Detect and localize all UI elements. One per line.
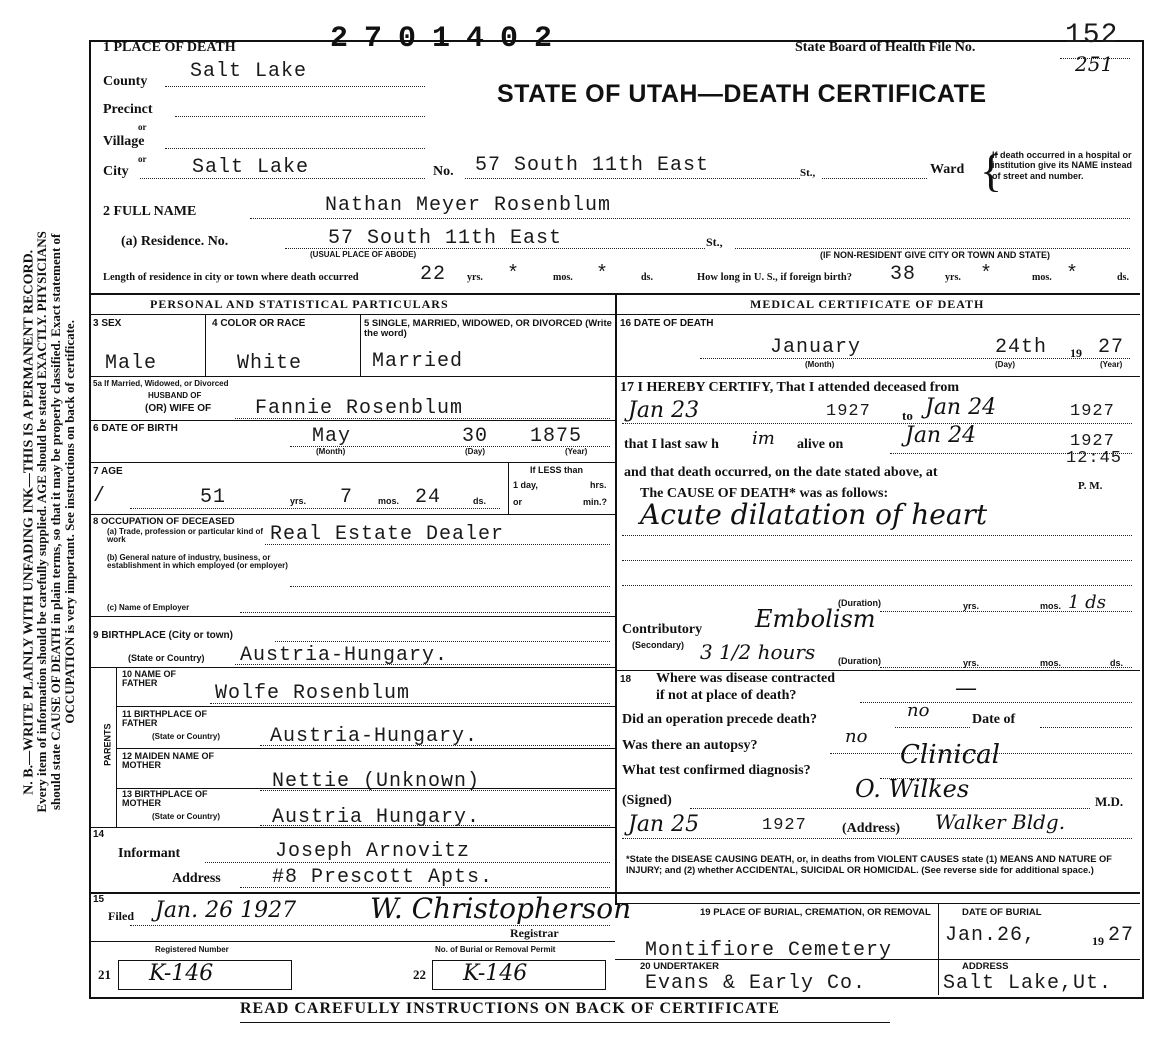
q18-text-b: if not at place of death? <box>656 688 797 703</box>
residence-value: 57 South 11th East <box>328 227 563 250</box>
row-rule-7 <box>90 514 615 515</box>
us-residence-years: 38 <box>890 263 917 286</box>
filed-number: 15 <box>93 894 105 905</box>
place-of-death-label: 1 PLACE OF DEATH <box>103 40 236 55</box>
birthplace-label: 9 BIRTHPLACE (City or town) <box>93 630 233 641</box>
color-label: 4 COLOR OR RACE <box>212 318 306 329</box>
usual-place-caption: (USUAL PLACE OF ABODE) <box>310 250 417 259</box>
margin-note <box>0 0 80 1046</box>
us-mos-label: mos. <box>1032 272 1052 283</box>
burial-place-label: 19 PLACE OF BURIAL, CREMATION, OR REMOVAL <box>700 907 931 918</box>
birthplace-line-2 <box>235 664 610 665</box>
center-divider <box>615 293 617 905</box>
attended-to: Jan 24 <box>925 395 997 420</box>
burial-permit-number: K-146 <box>463 961 528 986</box>
city-value: Salt Lake <box>192 156 310 179</box>
father-birthplace-state: (State or Country) <box>152 732 220 741</box>
birthplace-value: Austria-Hungary. <box>240 644 449 667</box>
dob-month: May <box>312 425 352 448</box>
village-label: Village <box>103 134 145 149</box>
undertaker-address-label: ADDRESS <box>962 961 1009 972</box>
q18-text: Where was disease contracted <box>656 671 835 686</box>
cause-value: Acute dilatation of heart <box>640 498 988 531</box>
county-value: Salt Lake <box>190 60 308 83</box>
age-months: 7 <box>340 486 354 509</box>
death-time: 12:45 <box>1066 449 1123 468</box>
test-question: What test confirmed diagnosis? <box>622 763 811 778</box>
father-value: Wolfe Rosenblum <box>215 682 411 705</box>
death-date-label: 16 DATE OF DEATH <box>620 318 714 329</box>
certificate-title: STATE OF UTAH—DEATH CERTIFICATE <box>497 80 987 108</box>
undertaker-label: 20 UNDERTAKER <box>640 961 720 972</box>
duration-mos-1: mos. <box>1040 601 1062 611</box>
father-birthplace-value: Austria-Hungary. <box>270 725 479 748</box>
spouse-value: Fannie Rosenblum <box>255 397 464 420</box>
informant-value: Joseph Arnovitz <box>275 840 471 863</box>
physician-signature: O. Wilkes <box>855 775 970 803</box>
margin-note-line-3: should state CAUSE OF DEATH in plain terms, so that it may be properly classified. Exact statement of <box>48 233 64 811</box>
footer-rule <box>240 1022 890 1023</box>
file-no: 152 <box>1065 20 1119 51</box>
duration-value: 1 ds <box>1068 592 1106 613</box>
registered-number-label: Registered Number <box>155 945 229 954</box>
dob-year: 1875 <box>530 425 583 448</box>
duration-label-1: (Duration) <box>838 598 881 608</box>
spouse-line <box>235 418 610 419</box>
length-of-residence-label: Length of residence in city or town where death occurred <box>103 272 359 283</box>
row-rule-5 <box>90 376 615 377</box>
us-star-2: * <box>1066 263 1080 286</box>
attended-line <box>622 423 1132 424</box>
residence-line <box>285 248 705 249</box>
death-day: 24th <box>995 336 1048 359</box>
personal-heading-rule <box>90 314 1140 315</box>
duration-mos-2: mos. <box>1040 658 1062 668</box>
length-of-residence-years: 22 <box>420 263 447 286</box>
city-label: City <box>103 164 129 179</box>
autopsy-answer: no <box>845 726 868 747</box>
last-saw-year: 1927 <box>1070 432 1115 451</box>
cause-line-1 <box>622 535 1132 536</box>
registrar-label: Registrar <box>510 926 559 940</box>
less-hrs-label: hrs. <box>590 480 607 490</box>
registered-number-box <box>118 960 292 990</box>
alive-on-label: alive on <box>797 437 844 452</box>
occupation-a-label: (a) Trade, profession or particular kind of work <box>107 527 264 545</box>
father-birthplace-line <box>260 745 610 746</box>
cause-line-2 <box>622 560 1132 561</box>
last-saw-text: that I last saw h <box>624 437 719 452</box>
us-ds-label: ds. <box>1117 272 1129 283</box>
occupation-b-label: (b) General nature of industry, business, or establishment in which employed (or employer) <box>107 553 288 571</box>
father-birthplace-label: 11 BIRTHPLACE OF FATHER <box>122 709 208 729</box>
cause-footnote: *State the DISEASE CAUSING DEATH, or, in deaths from VIOLENT CAUSES state (1) MEANS AND NATURE OF INJURY; and (2) whether ACCIDENTAL, SUICIDAL OR HOMICIDAL. (See reverse side for additional space.) <box>626 854 1112 876</box>
permit-prefix: 22 <box>413 967 426 982</box>
filed-label: Filed <box>108 909 134 923</box>
father-line <box>210 703 610 704</box>
informant-number: 14 <box>93 829 105 840</box>
certify-text: 17 I HEREBY CERTIFY, That I attended deceased from <box>620 380 960 395</box>
age-ds-label: ds. <box>473 496 487 506</box>
occupation-label: 8 OCCUPATION OF DECEASED <box>93 516 235 527</box>
file-no-line <box>1060 58 1130 59</box>
occupation-value: Real Estate Dealer <box>270 523 505 546</box>
undertaker-address: Salt Lake,Ut. <box>943 972 1113 995</box>
contributory-label: Contributory <box>622 622 703 637</box>
full-name-label: 2 FULL NAME <box>103 204 197 219</box>
street-value: 57 South 11th East <box>475 154 710 177</box>
ward-brace: { <box>980 145 1003 196</box>
burial-date: Jan.26, <box>945 924 1037 947</box>
margin-note-line-4: OCCUPATION is very important. See instructions on back of certificate. <box>62 320 78 724</box>
cause-line-3 <box>622 585 1132 586</box>
occupation-line <box>265 544 610 545</box>
precinct-label: Precinct <box>103 102 153 117</box>
physician-address: Walker Bldg. <box>935 810 1066 834</box>
age-mos-label: mos. <box>378 496 400 506</box>
to-label: to <box>902 408 913 423</box>
row-rule-11 <box>116 748 615 749</box>
residence-label: (a) Residence. No. <box>121 234 229 249</box>
age-days: 24 <box>415 486 442 509</box>
operation-date-line <box>1040 727 1132 728</box>
operation-question: Did an operation precede death? <box>622 712 817 727</box>
signed-date-line <box>622 838 1132 839</box>
ward-label: Ward <box>930 162 965 177</box>
age-mark: / <box>93 485 107 508</box>
burial-permit-label: No. of Burial or Removal Permit <box>435 945 556 954</box>
employer-label: (c) Name of Employer <box>107 603 190 612</box>
marital-value: Married <box>372 350 464 373</box>
row-rule-16 <box>615 376 1140 377</box>
length-mos-label: mos. <box>553 272 573 283</box>
less-min-label: min.? <box>583 497 607 507</box>
death-date-line <box>700 358 1130 359</box>
parents-label: PARENTS <box>102 723 113 766</box>
row-rule-13 <box>90 827 615 828</box>
cause-label: The CAUSE OF DEATH* was as follows: <box>640 486 889 501</box>
less-day-label: 1 day, <box>513 480 538 490</box>
secondary-label: (Secondary) <box>632 640 685 650</box>
registrar-signature: W. Christopherson <box>370 892 632 925</box>
village-line <box>165 148 425 149</box>
last-saw-who: im <box>752 428 775 449</box>
q18-answer: — <box>955 676 977 701</box>
color-value: White <box>237 352 303 375</box>
age-line <box>130 508 500 509</box>
less-than-label: If LESS than <box>530 465 584 475</box>
test-answer: Clinical <box>900 740 1000 770</box>
autopsy-question: Was there an autopsy? <box>622 738 758 753</box>
burial-year-prefix: 19 <box>1092 934 1104 948</box>
full-name-line <box>250 218 1130 219</box>
operation-answer: no <box>907 700 930 721</box>
death-year-prefix: 19 <box>1070 346 1082 360</box>
row-rule-8 <box>90 616 615 617</box>
contributory-value: Embolism <box>755 605 876 633</box>
mother-value: Nettie (Unknown) <box>272 770 481 793</box>
informant-line <box>205 862 610 863</box>
last-saw-date: Jan 24 <box>905 423 977 448</box>
age-label: 7 AGE <box>93 466 123 477</box>
burial-place: Montifiore Cemetery <box>645 939 893 962</box>
burial-permit-box <box>432 960 606 990</box>
us-star-1: * <box>980 263 994 286</box>
length-star-1: * <box>507 263 521 286</box>
mother-birthplace-state: (State or Country) <box>152 812 220 821</box>
marital-label: 5 SINGLE, MARRIED, WIDOWED, OR DIVORCED (Write the word) <box>364 318 612 339</box>
signed-year: 1927 <box>762 816 807 835</box>
full-name-value: Nathan Meyer Rosenblum <box>325 194 612 217</box>
burial-mid-rule <box>615 959 1140 960</box>
contributory-duration: 3 1/2 hours <box>700 640 816 664</box>
dob-day-caption: (Day) <box>465 447 486 456</box>
death-pm: P. M. <box>1078 480 1103 492</box>
employer-line <box>240 612 610 613</box>
signed-date: Jan 25 <box>628 812 700 837</box>
attended-from: Jan 23 <box>628 398 700 423</box>
death-month-caption: (Month) <box>805 360 835 369</box>
length-yrs-label: yrs. <box>467 272 483 283</box>
duration-ds-2: ds. <box>1110 658 1124 668</box>
file-no-alt: 251 <box>1075 52 1114 76</box>
informant-address-line <box>240 887 610 888</box>
us-yrs-label: yrs. <box>945 272 961 283</box>
q18-number: 18 <box>620 674 632 685</box>
residence-line-2 <box>735 248 1130 249</box>
death-month: January <box>770 336 862 359</box>
or-label-2: or <box>138 154 147 164</box>
or-label-1: or <box>138 122 147 132</box>
q18-line <box>860 702 1132 703</box>
age-less-divider <box>508 462 509 514</box>
registered-number: K-146 <box>149 961 214 986</box>
file-no-label: State Board of Health File No. <box>795 40 976 55</box>
death-year-caption: (Year) <box>1100 360 1123 369</box>
death-day-caption: (Day) <box>995 360 1016 369</box>
mother-line <box>260 790 610 791</box>
duration-label-2: (Duration) <box>838 656 881 666</box>
less-or-label: or <box>513 497 522 507</box>
row-rule-15 <box>90 941 615 942</box>
operation-line <box>895 727 970 728</box>
row-rule-10 <box>116 706 615 707</box>
age-years: 51 <box>200 486 227 509</box>
dob-year-caption: (Year) <box>565 447 588 456</box>
sex-value: Male <box>105 352 158 375</box>
row-rule-9 <box>90 667 615 668</box>
dob-label: 6 DATE OF BIRTH <box>93 423 178 434</box>
duration-yrs-1: yrs. <box>963 601 980 611</box>
parents-divider <box>116 667 117 827</box>
informant-address-label: Address <box>172 871 221 886</box>
filed-date: Jan. 26 1927 <box>155 898 297 923</box>
mother-birthplace-value: Austria Hungary. <box>272 806 481 829</box>
operation-date-label: Date of <box>972 712 1016 727</box>
attended-from-year: 1927 <box>826 402 871 421</box>
dob-month-caption: (Month) <box>316 447 346 456</box>
duration-yrs-2: yrs. <box>963 658 980 668</box>
md-label: M.D. <box>1095 794 1124 809</box>
informant-address-value: #8 Prescott Apts. <box>272 866 494 889</box>
birthplace-state-label: (State or Country) <box>128 653 205 663</box>
street-no-label: No. <box>433 164 454 179</box>
precinct-line <box>175 116 425 117</box>
medical-heading: MEDICAL CERTIFICATE OF DEATH <box>750 297 985 311</box>
personal-heading: PERSONAL AND STATISTICAL PARTICULARS <box>150 297 449 311</box>
ward-pre-line <box>822 178 927 179</box>
burial-top-rule <box>615 903 1140 904</box>
serial-number: 2701402 <box>330 22 569 56</box>
signed-label: (Signed) <box>622 793 672 808</box>
burial-date-label: DATE OF BURIAL <box>962 907 1042 918</box>
address-label-medical: (Address) <box>842 821 901 836</box>
footer-instructions: READ CAREFULLY INSTRUCTIONS ON BACK OF CERTIFICATE <box>240 1000 780 1017</box>
mother-birthplace-line <box>260 825 610 826</box>
burial-year: 27 <box>1108 924 1135 947</box>
street-line <box>465 178 800 179</box>
row-rule-5a <box>90 420 615 421</box>
nonresident-caption: (IF NON-RESIDENT GIVE CITY OR TOWN AND STATE) <box>820 250 1051 260</box>
spouse-label-2: HUSBAND OF <box>148 391 202 400</box>
undertaker-value: Evans & Early Co. <box>645 972 867 995</box>
death-occurred-text: and that death occurred, on the date stated above, at <box>624 465 938 480</box>
county-label: County <box>103 74 148 89</box>
row-rule-6 <box>90 462 615 463</box>
length-star-2: * <box>596 263 610 286</box>
burial-divider <box>938 903 939 995</box>
spouse-label-3: (OR) WIFE OF <box>145 403 212 414</box>
city-line <box>140 178 425 179</box>
death-year: 27 <box>1098 336 1125 359</box>
margin-note-line-2: Every item of information should be carefully supplied. AGE should be stated EXACTLY. PHYSICIANS <box>34 231 50 813</box>
length-ds-label: ds. <box>641 272 653 283</box>
occupation-b-line <box>290 586 610 587</box>
age-yrs-label: yrs. <box>290 496 307 506</box>
color-marital-divider <box>360 314 361 376</box>
ward-note: If death occurred in a hospital or institution give its NAME instead of street and number. <box>992 150 1133 181</box>
sex-color-divider <box>205 314 206 376</box>
mother-birthplace-label: 13 BIRTHPLACE OF MOTHER <box>122 789 208 809</box>
informant-label: Informant <box>118 846 181 861</box>
attended-to-year: 1927 <box>1070 402 1115 421</box>
birthplace-line-1 <box>275 641 610 642</box>
residence-st-label: St., <box>706 235 723 249</box>
reg-num-prefix: 21 <box>98 967 111 982</box>
duration-line-2 <box>880 667 1132 668</box>
us-residence-label: How long in U. S., if foreign birth? <box>697 272 852 283</box>
margin-note-line-1: N. B.—WRITE PLAINLY WITH UNFADING INK—THIS IS A PERMANENT RECORD. <box>21 249 37 795</box>
st-label: St., <box>800 167 816 179</box>
sex-label: 3 SEX <box>93 318 122 329</box>
signed-line <box>690 808 1090 809</box>
duration-line-1 <box>880 611 1132 612</box>
father-label: 10 NAME OF FATHER <box>122 669 177 689</box>
spouse-label-1: 5a If Married, Widowed, or Divorced <box>93 379 229 388</box>
dob-day: 30 <box>462 425 489 448</box>
county-line <box>165 86 425 87</box>
mother-label: 12 MAIDEN NAME OF MOTHER <box>122 751 215 771</box>
